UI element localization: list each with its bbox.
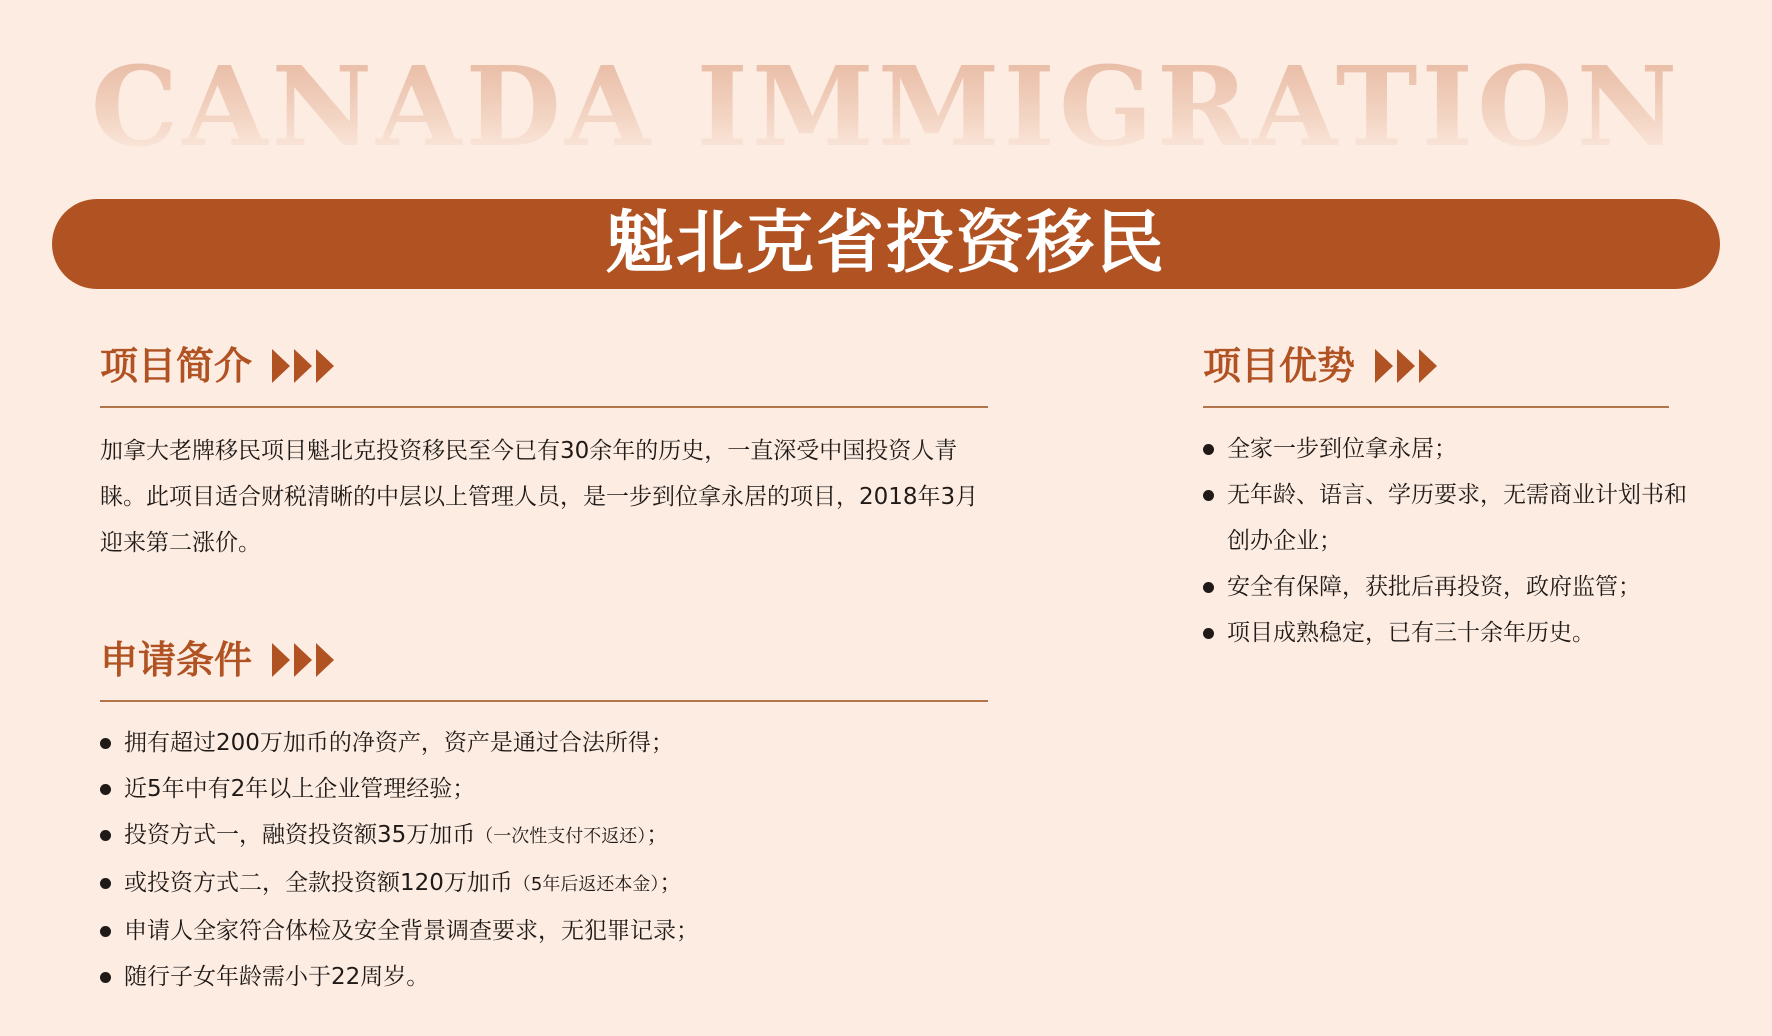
triple-play-arrows-icon: [1375, 349, 1439, 383]
advantages-list: [1203, 426, 1689, 656]
list-item-suffix: ；: [659, 870, 683, 896]
list-item: [1203, 426, 1689, 472]
list-item-text: 随行子女年龄需小于22周岁。: [124, 964, 430, 990]
bullet-icon: [100, 972, 111, 983]
list-item-suffix: ；: [646, 822, 670, 848]
requirements-list: [100, 720, 988, 1000]
list-item-text: 拥有超过200万加币的净资产，资产是通过合法所得；: [124, 730, 674, 756]
bullet-icon: [1203, 628, 1214, 639]
bullet-icon: [1203, 490, 1214, 501]
triple-play-arrows-icon: [272, 349, 336, 383]
intro-heading: 项目简介: [100, 344, 253, 388]
list-item-note: （一次性支付不返还）: [475, 826, 647, 847]
triple-play-arrows-icon: [272, 643, 336, 677]
advantages-header: [1203, 338, 1669, 394]
list-item: [100, 720, 988, 766]
requirements-section: [100, 632, 988, 1000]
intro-section: [100, 338, 988, 566]
bullet-icon: [1203, 582, 1214, 593]
bullet-icon: [100, 738, 111, 749]
advantages-section: [1203, 338, 1687, 656]
bullet-icon: [100, 878, 111, 889]
list-item-text: 近5年中有2年以上企业管理经验；: [124, 776, 476, 802]
list-item: [1203, 610, 1689, 656]
bullet-icon: [1203, 444, 1214, 455]
list-item-note: （5年后返还本金）: [512, 874, 660, 895]
advantages-divider: [1203, 406, 1669, 408]
intro-divider: [100, 406, 988, 408]
bullet-icon: [100, 926, 111, 937]
list-item: [100, 860, 988, 908]
title-banner: [52, 199, 1720, 289]
requirements-header: [100, 632, 988, 688]
list-item-text: 项目成熟稳定，已有三十余年历史。: [1227, 620, 1595, 646]
list-item: [100, 812, 988, 860]
page-title: 魁北克省投资移民: [605, 204, 1166, 283]
bullet-icon: [100, 830, 111, 841]
requirements-heading: 申请条件: [100, 638, 253, 682]
list-item: [100, 766, 988, 812]
list-item-text: 或投资方式二，全款投资额120万加币: [124, 870, 513, 896]
bullet-icon: [100, 784, 111, 795]
list-item: [100, 908, 988, 954]
list-item-text: 投资方式一，融资投资额35万加币: [124, 822, 476, 848]
list-item: [1203, 564, 1689, 610]
requirements-divider: [100, 700, 988, 702]
list-item-text: 安全有保障，获批后再投资，政府监管；: [1227, 574, 1641, 600]
list-item: [1203, 472, 1689, 564]
intro-header: [100, 338, 988, 394]
advantages-heading: 项目优势: [1203, 344, 1356, 388]
list-item-text: 全家一步到位拿永居；: [1227, 436, 1457, 462]
intro-paragraph: 加拿大老牌移民项目魁北克投资移民至今已有30余年的历史，一直深受中国投资人青睐。此项目适合财税清晰的中层以上管理人员，是一步到位拿永居的项目，2018年3月迎来第二涨价。: [100, 438, 979, 556]
watermark-text: CANADA IMMIGRATION: [0, 52, 1772, 162]
list-item-text: 无年龄、语言、学历要求，无需商业计划书和创办企业；: [1227, 482, 1687, 554]
list-item-text: 申请人全家符合体检及安全背景调查要求，无犯罪记录；: [124, 918, 699, 944]
list-item: [100, 954, 988, 1000]
